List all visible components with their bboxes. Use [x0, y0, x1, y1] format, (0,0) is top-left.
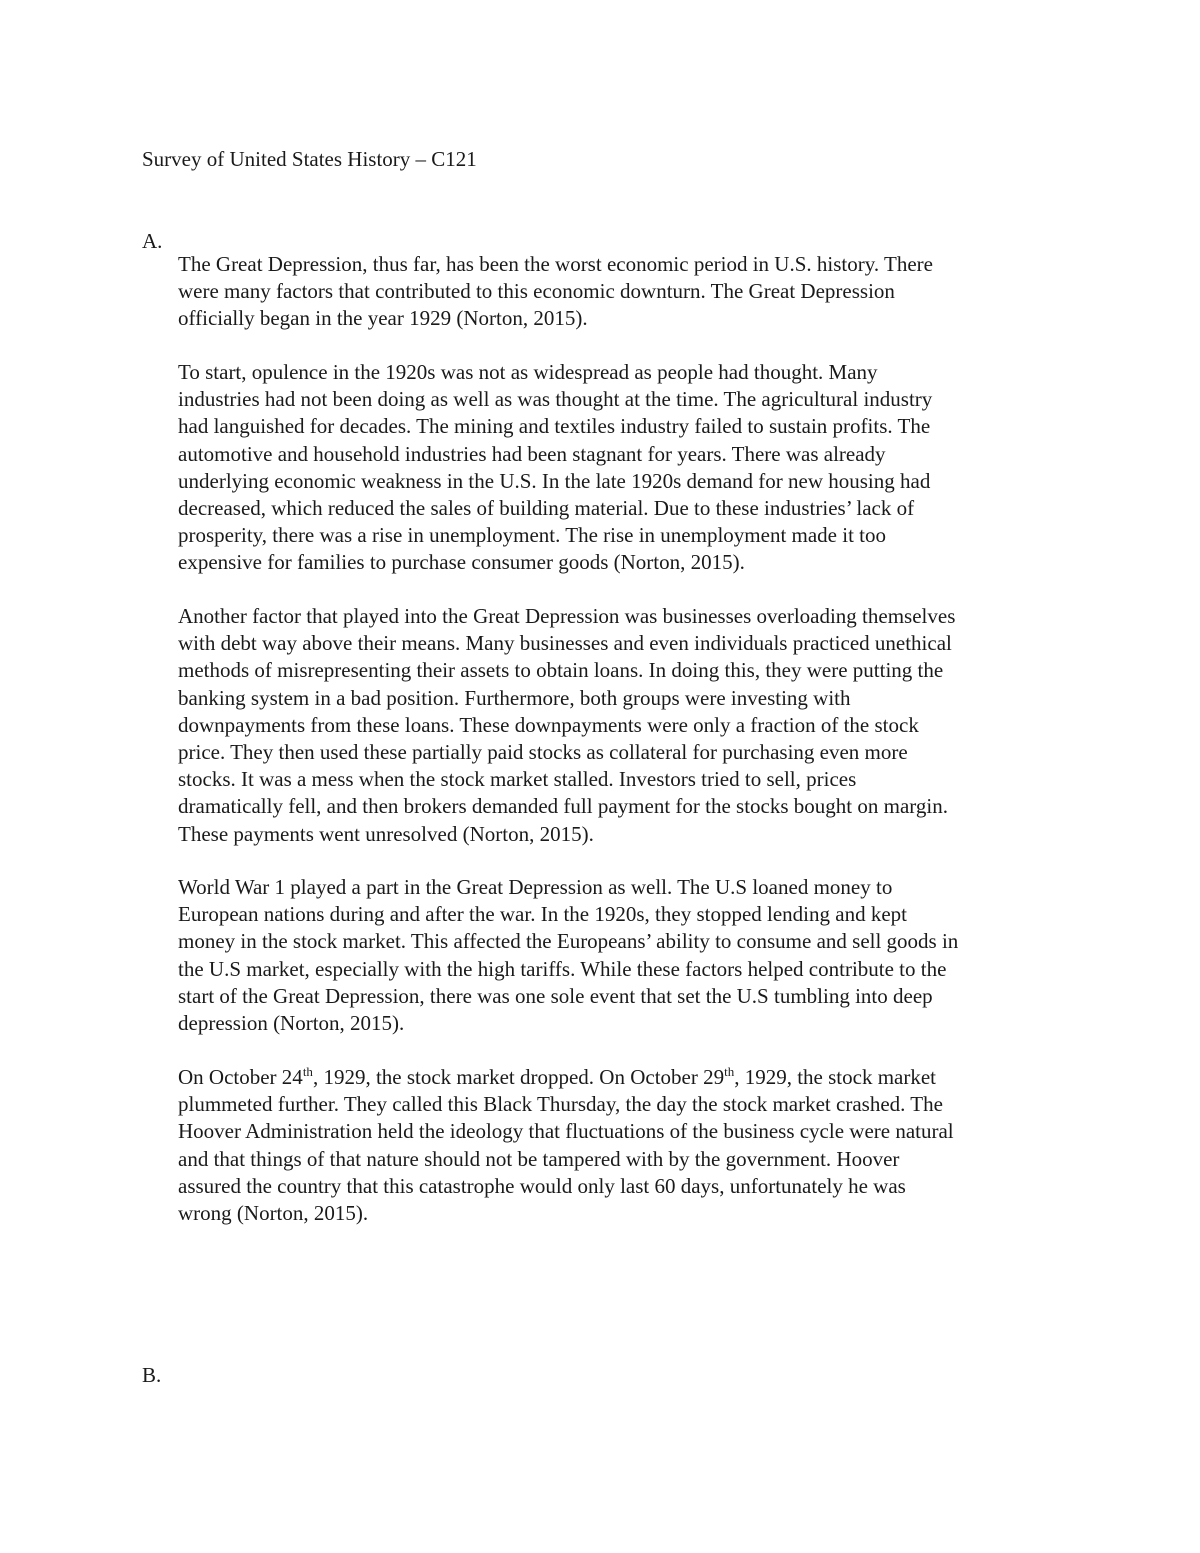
paragraph-line: and that things of that nature should not be tampered with by the government. Hoover	[178, 1146, 900, 1171]
paragraph-line: Hoover Administration held the ideology that fluctuations of the business cycle were natural	[178, 1119, 954, 1144]
paragraph-line: expensive for families to purchase consumer goods (Norton, 2015).	[178, 550, 745, 575]
paragraph-line: stocks. It was a mess when the stock market stalled. Investors tried to sell, prices	[178, 767, 857, 792]
paragraph-line: prosperity, there was a rise in unemployment. The rise in unemployment made it too	[178, 523, 887, 548]
paragraph-line: plummeted further. They called this Black Thursday, the day the stock market crashed. The	[178, 1092, 943, 1117]
text-run: On October 24	[178, 1065, 303, 1089]
paragraph-opulence	[178, 359, 1068, 577]
paragraph-line: were many factors that contributed to this economic downturn. The Great Depression	[178, 279, 895, 304]
paragraph-line: industries had not been doing as well as was thought at the time. The agricultural industry	[178, 387, 933, 412]
paragraph-line: banking system in a bad position. Furthermore, both groups were investing with	[178, 685, 851, 710]
paragraph-line: Another factor that played into the Great Depression was businesses overloading themselves	[178, 604, 956, 628]
paragraph-line: To start, opulence in the 1920s was not as widespread as people had thought. Many	[178, 360, 878, 384]
paragraph-line: assured the country that this catastrophe would only last 60 days, unfortunately he was	[178, 1173, 906, 1198]
paragraph-crash	[178, 1064, 1068, 1227]
paragraph-line: money in the stock market. This affected the Europeans’ ability to consume and sell goods in	[178, 929, 959, 954]
paragraph-world-war	[178, 874, 1068, 1037]
paragraph-line: The Great Depression, thus far, has been the worst economic period in U.S. history. There	[178, 252, 933, 276]
paragraph-line: had languished for decades. The mining and textiles industry failed to sustain profits. The	[178, 414, 931, 439]
paragraph-line: officially began in the year 1929 (Norton, 2015).	[178, 306, 588, 331]
paragraph-line-with-dates	[178, 1064, 1068, 1091]
text-run: , 1929, the stock market dropped. On October 29	[312, 1065, 725, 1089]
paragraph-intro	[178, 251, 1068, 333]
paragraph-line: decreased, which reduced the sales of building material. Due to these industries’ lack of	[178, 496, 915, 521]
paragraph-line: World War 1 played a part in the Great Depression as well. The U.S loaned money to	[178, 875, 893, 899]
paragraph-line: methods of misrepresenting their assets to obtain loans. In doing this, they were putting the	[178, 658, 944, 683]
paragraph-line: start of the Great Depression, there was one sole event that set the U.S tumbling into deep	[178, 983, 933, 1008]
paragraph-line: automotive and household industries had been stagnant for years. There was already	[178, 441, 886, 466]
paragraph-line: underlying economic weakness in the U.S. In the late 1920s demand for new housing had	[178, 468, 931, 493]
section-a-label: A.	[142, 229, 163, 253]
section-b-label: B.	[142, 1363, 162, 1387]
paragraph-line: with debt way above their means. Many businesses and even individuals practiced unethical	[178, 631, 952, 656]
document-title: Survey of United States History – C121	[142, 147, 477, 171]
paragraph-line: European nations during and after the war. In the 1920s, they stopped lending and kept	[178, 902, 907, 927]
paragraph-line: These payments went unresolved (Norton, 2015).	[178, 821, 594, 846]
paragraph-line: wrong (Norton, 2015).	[178, 1201, 369, 1226]
paragraph-line: the U.S market, especially with the high tariffs. While these factors helped contribute to the	[178, 956, 947, 981]
paragraph-line: price. They then used these partially paid stocks as collateral for purchasing even more	[178, 740, 908, 765]
paragraph-line: dramatically fell, and then brokers demanded full payment for the stocks bought on margin.	[178, 794, 948, 819]
ordinal-superscript: th	[724, 1064, 735, 1079]
paragraph-line: downpayments from these loans. These downpayments were only a fraction of the stock	[178, 712, 919, 737]
paragraph-line: depression (Norton, 2015).	[178, 1011, 405, 1036]
ordinal-superscript: th	[302, 1064, 313, 1079]
text-run: , 1929, the stock market	[734, 1065, 937, 1089]
paragraph-debt	[178, 603, 1068, 848]
